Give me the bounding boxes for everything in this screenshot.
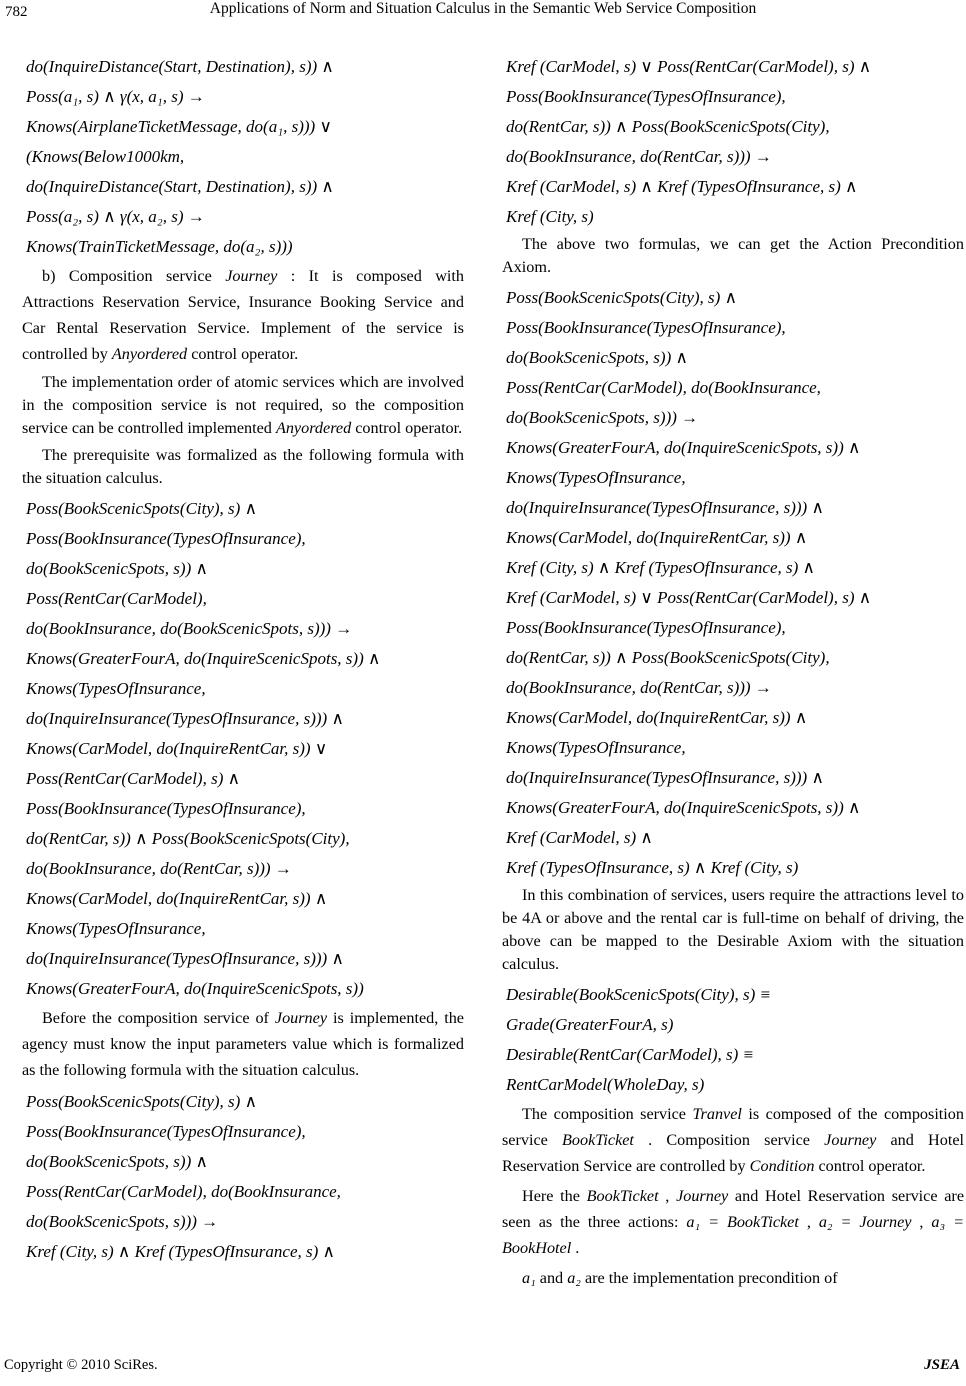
formula-line: do(InquireDistance(Start, Destination), s)) ∧ <box>26 177 334 196</box>
formula-line: Poss(RentCar(CarModel), s) ∧ <box>26 769 241 788</box>
formula-line: Knows(CarModel, do(InquireRentCar, s)) ∧ <box>26 889 328 908</box>
formula-line: do(BookScenicSpots, s))) → <box>506 408 699 427</box>
formula-line: Desirable(BookScenicSpots(City), s) ≡ <box>506 985 771 1004</box>
formula-line: Knows(CarModel, do(InquireRentCar, s)) ∨ <box>26 739 328 758</box>
formula-line: Kref (City, s) ∧ Kref (TypesOfInsurance, s) ∧ <box>506 558 815 577</box>
formula-line: Poss(BookScenicSpots(City), s) ∧ <box>506 288 738 307</box>
formula-line: Poss(BookInsurance(TypesOfInsurance), <box>506 318 786 337</box>
formula-line: do(RentCar, s)) ∧ Poss(BookScenicSpots(City), <box>506 648 830 667</box>
formula-block-b <box>22 494 464 1004</box>
journal-name: JSEA <box>924 1357 960 1373</box>
paragraph-tranvel: The composition service Tranvel is composed of the composition service BookTicket . Composition service Journey and Hotel Reservation Service are controlled by Condition control operator. <box>502 1105 964 1175</box>
formula-line: Kref (CarModel, s) ∨ Poss(RentCar(CarModel), s) ∧ <box>506 588 872 607</box>
formula-line: Knows(TypesOfInsurance, <box>26 679 206 698</box>
formula-line: Kref (CarModel, s) ∧ <box>506 828 653 847</box>
formula-line: do(BookInsurance, do(RentCar, s))) → <box>506 147 772 166</box>
paragraph-combination: In this combination of services, users require the attractions level to be 4A or above and the rental car is full-time on behalf of driving, the above can be mapped to the Desirable Axiom with the situation calculus. <box>502 886 964 973</box>
formula-line: Knows(AirplaneTicketMessage, do(a₁, s))) ∨ <box>26 117 332 136</box>
formula-line: Poss(BookScenicSpots(City), s) ∧ <box>26 1092 258 1111</box>
right-column <box>502 52 964 1295</box>
formula-line: (Knows(Below1000km, <box>26 147 185 166</box>
formula-line: Desirable(RentCar(CarModel), s) ≡ <box>506 1045 755 1064</box>
formula-line: Poss(BookInsurance(TypesOfInsurance), <box>26 799 306 818</box>
formula-line: do(BookScenicSpots, s)) ∧ <box>26 559 208 578</box>
formula-line: Poss(BookInsurance(TypesOfInsurance), <box>506 618 786 637</box>
formula-line: Kref (CarModel, s) ∨ Poss(RentCar(CarModel), s) ∧ <box>506 57 872 76</box>
formula-block-f <box>502 980 964 1100</box>
formula-line: Poss(BookScenicSpots(City), s) ∧ <box>26 499 258 518</box>
running-title: Applications of Norm and Situation Calculus in the Semantic Web Service Composition <box>209 0 757 17</box>
formula-block-e <box>502 283 964 883</box>
formula-line: do(RentCar, s)) ∧ Poss(BookScenicSpots(City), <box>506 117 830 136</box>
paragraph-implementation-order: The implementation order of atomic services which are involved in the composition service is not required, so the composition service can be controlled implemented Anyordered control operator. <box>22 373 464 437</box>
formula-line: Grade(GreaterFourA, s) <box>506 1015 674 1034</box>
formula-line: Poss(BookInsurance(TypesOfInsurance), <box>506 87 786 106</box>
formula-line: do(BookInsurance, do(RentCar, s))) → <box>26 859 292 878</box>
formula-line: do(BookInsurance, do(BookScenicSpots, s))) → <box>26 619 353 638</box>
formula-line: do(InquireDistance(Start, Destination), s)) ∧ <box>26 57 334 76</box>
page-number: 782 <box>5 4 28 20</box>
formula-line: Poss(BookInsurance(TypesOfInsurance), <box>26 529 306 548</box>
formula-line: do(InquireInsurance(TypesOfInsurance, s))) ∧ <box>506 768 824 787</box>
formula-line: Knows(TypesOfInsurance, <box>506 738 686 757</box>
formula-line: Knows(GreaterFourA, do(InquireScenicSpots, s)) ∧ <box>26 649 381 668</box>
formula-line: Knows(GreaterFourA, do(InquireScenicSpots, s)) <box>26 979 364 998</box>
copyright-notice: Copyright © 2010 SciRes. <box>4 1357 158 1373</box>
formula-line: Knows(GreaterFourA, do(InquireScenicSpots, s)) ∧ <box>506 438 861 457</box>
formula-line: Knows(GreaterFourA, do(InquireScenicSpots, s)) ∧ <box>506 798 861 817</box>
formula-block-c <box>22 1087 464 1267</box>
formula-line: Poss(RentCar(CarModel), <box>26 589 207 608</box>
paragraph-precondition: a₁ and a₂ are the implementation precondition of <box>522 1269 838 1287</box>
formula-line: Poss(a₂, s) ∧ γ(x, a₂, s) → <box>26 207 205 226</box>
formula-line: Knows(CarModel, do(InquireRentCar, s)) ∧ <box>506 528 808 547</box>
left-column <box>22 52 464 1267</box>
formula-line: Kref (TypesOfInsurance, s) ∧ Kref (City, s) <box>506 858 799 877</box>
formula-line: Poss(BookInsurance(TypesOfInsurance), <box>26 1122 306 1141</box>
formula-line: do(InquireInsurance(TypesOfInsurance, s))) ∧ <box>26 949 344 968</box>
formula-line: do(RentCar, s)) ∧ Poss(BookScenicSpots(City), <box>26 829 350 848</box>
formula-line: Kref (City, s) <box>506 207 594 226</box>
formula-line: do(BookScenicSpots, s)) ∧ <box>506 348 688 367</box>
formula-line: do(InquireInsurance(TypesOfInsurance, s))) ∧ <box>26 709 344 728</box>
formula-block-d <box>502 52 964 232</box>
formula-line: Kref (City, s) ∧ Kref (TypesOfInsurance, s) ∧ <box>26 1242 335 1261</box>
formula-line: Knows(TypesOfInsurance, <box>506 468 686 487</box>
paragraph-composition-journey: b) Composition service Journey : It is composed with Attractions Reservation Service, Insurance Booking Service and Car Rental Reservation Service. Implement of the service is controlled by Anyordered control operator. <box>22 267 464 363</box>
formula-line: Knows(TrainTicketMessage, do(a₂, s))) <box>26 237 293 256</box>
paragraph-action-precondition: The above two formulas, we can get the Action Precondition Axiom. <box>502 235 964 276</box>
formula-line: do(BookInsurance, do(RentCar, s))) → <box>506 678 772 697</box>
formula-block-a <box>22 52 464 262</box>
formula-line: do(InquireInsurance(TypesOfInsurance, s))) ∧ <box>506 498 824 517</box>
formula-line: RentCarModel(WholeDay, s) <box>506 1075 705 1094</box>
paragraph-before-journey: Before the composition service of Journey is implemented, the agency must know the input parameters value which is formalized as the following formula with the situation calculus. <box>22 1009 464 1079</box>
formula-line: Knows(TypesOfInsurance, <box>26 919 206 938</box>
paragraph-three-actions: Here the BookTicket , Journey and Hotel Reservation service are seen as the three actions: a₁ = BookTicket , a₂ = Journey , a₃ = BookHotel . <box>502 1187 965 1257</box>
formula-line: Poss(RentCar(CarModel), do(BookInsurance, <box>506 378 821 397</box>
formula-line: Knows(CarModel, do(InquireRentCar, s)) ∧ <box>506 708 808 727</box>
paragraph-prerequisite: The prerequisite was formalized as the following formula with the situation calculus. <box>22 446 464 487</box>
formula-line: do(BookScenicSpots, s)) ∧ <box>26 1152 208 1171</box>
formula-line: Poss(a₁, s) ∧ γ(x, a₁, s) → <box>26 87 205 106</box>
formula-line: do(BookScenicSpots, s))) → <box>26 1212 219 1231</box>
formula-line: Poss(RentCar(CarModel), do(BookInsurance, <box>26 1182 341 1201</box>
formula-line: Kref (CarModel, s) ∧ Kref (TypesOfInsurance, s) ∧ <box>506 177 858 196</box>
